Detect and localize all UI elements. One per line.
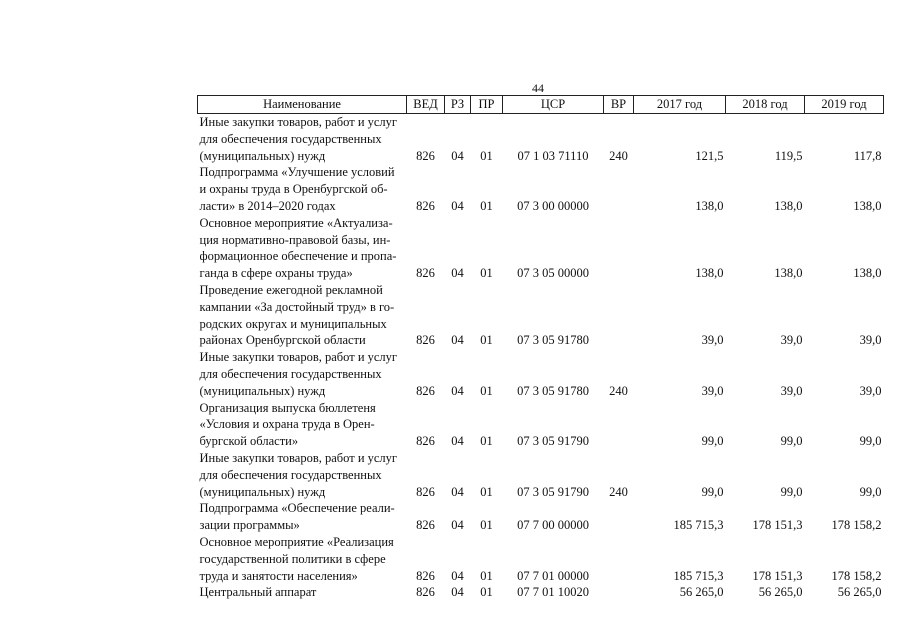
cell-2018: 99,0 [780, 484, 803, 499]
cell-rz: 04 [451, 266, 464, 281]
table-row [198, 400, 884, 450]
cell-ved: 826 [416, 198, 435, 213]
cell-2017: 185 715,3 [673, 568, 724, 583]
cell-name [198, 114, 407, 165]
cell-name-line: формационное обеспечение и пропа- [199, 249, 397, 264]
cell-2018: 138,0 [774, 266, 803, 281]
cell-ved: 826 [416, 434, 435, 449]
cell-name-line: «Условия и охрана труда в Орен- [199, 417, 375, 432]
table-row [198, 450, 884, 500]
cell-name [198, 400, 407, 450]
cell-2018: 138,0 [774, 198, 803, 213]
cell-rz: 04 [451, 333, 464, 348]
table-row [198, 349, 884, 399]
cell-2019: 39,0 [859, 383, 882, 398]
cell-name-line: труда и занятости населения» [199, 568, 358, 583]
cell-name-line: Основное мероприятие «Актуализа- [199, 215, 393, 230]
cell-ved: 826 [416, 568, 435, 583]
cell-2019: 56 265,0 [837, 585, 882, 600]
cell-name-line: Иные закупки товаров, работ и услуг [199, 450, 398, 465]
cell-rz: 04 [451, 585, 464, 600]
cell-2017: 138,0 [695, 266, 724, 281]
cell-name [198, 450, 407, 500]
cell-pr: 01 [480, 568, 493, 583]
cell-rz: 04 [451, 198, 464, 213]
cell-name-line: Проведение ежегодной рекламной [199, 282, 383, 297]
cell-2018: 39,0 [780, 383, 803, 398]
cell-2019: 138,0 [853, 198, 882, 213]
cell-rz: 04 [451, 148, 464, 163]
cell-vr: 240 [609, 484, 628, 499]
cell-name-line: Основное мероприятие «Реализация [199, 534, 394, 549]
cell-2017: 185 715,3 [673, 518, 724, 533]
cell-vr [604, 584, 634, 601]
table-row [198, 282, 884, 349]
cell-2019: 99,0 [859, 484, 882, 499]
cell-csr: 07 3 05 91780 [517, 383, 589, 398]
cell-vr [604, 400, 634, 450]
header-pr: ПР [471, 96, 503, 114]
cell-vr [604, 282, 634, 349]
budget-table [197, 95, 884, 601]
cell-name [198, 282, 407, 349]
cell-name-line: кампании «За достойный труд» в го- [199, 299, 395, 314]
cell-name [198, 584, 407, 601]
cell-2017: 56 265,0 [679, 585, 724, 600]
cell-name-line: для обеспечения государственных [199, 366, 382, 381]
cell-name [198, 349, 407, 399]
cell-name [198, 534, 407, 584]
cell-pr: 01 [480, 434, 493, 449]
cell-pr: 01 [480, 585, 493, 600]
table-row [198, 584, 884, 601]
cell-name-line: родских округах и муниципальных [199, 316, 387, 331]
cell-vr: 240 [609, 383, 628, 398]
cell-2018: 178 151,3 [752, 518, 803, 533]
cell-name-line: государственной политики в сфере [199, 551, 386, 566]
cell-name-line: районах Оренбургской области [199, 333, 366, 348]
cell-csr: 07 3 05 91780 [517, 333, 589, 348]
cell-name-line: Организация выпуска бюллетеня [199, 400, 376, 415]
cell-name-line: (муниципальных) нужд [199, 148, 326, 163]
cell-name-line: Подпрограмма «Улучшение условий [199, 165, 395, 180]
cell-2018: 119,5 [774, 148, 803, 163]
cell-name-line: Иные закупки товаров, работ и услуг [199, 350, 398, 365]
header-rz: РЗ [445, 96, 471, 114]
table-row [198, 114, 884, 165]
cell-2017: 138,0 [695, 198, 724, 213]
cell-ved: 826 [416, 585, 435, 600]
cell-ved: 826 [416, 518, 435, 533]
cell-ved: 826 [416, 333, 435, 348]
cell-csr: 07 3 05 91790 [517, 484, 589, 499]
cell-2019: 117,8 [853, 148, 882, 163]
cell-ved: 826 [416, 266, 435, 281]
cell-2019: 99,0 [859, 434, 882, 449]
cell-vr [604, 500, 634, 534]
header-2019: 2019 год [805, 96, 884, 114]
cell-name [198, 500, 407, 534]
cell-name-line: зации программы» [199, 518, 300, 533]
cell-2017: 121,5 [695, 148, 724, 163]
cell-csr: 07 7 00 00000 [517, 518, 589, 533]
header-2017: 2017 год [634, 96, 726, 114]
cell-2019: 178 158,2 [831, 518, 882, 533]
cell-name-line: Подпрограмма «Обеспечение реали- [199, 501, 395, 516]
table-header [198, 96, 884, 114]
cell-2017: 39,0 [701, 383, 724, 398]
cell-name-line: ласти» в 2014–2020 годах [199, 198, 336, 213]
cell-ved: 826 [416, 484, 435, 499]
header-csr: ЦСР [503, 96, 604, 114]
cell-2018: 56 265,0 [758, 585, 803, 600]
header-vr: ВР [604, 96, 634, 114]
cell-pr: 01 [480, 333, 493, 348]
cell-vr [604, 534, 634, 584]
cell-rz: 04 [451, 434, 464, 449]
cell-rz: 04 [451, 518, 464, 533]
page-number: 44 [532, 81, 544, 95]
cell-2019: 39,0 [859, 333, 882, 348]
table-row [198, 500, 884, 534]
cell-2018: 99,0 [780, 434, 803, 449]
cell-rz: 04 [451, 568, 464, 583]
cell-vr [604, 164, 634, 214]
cell-ved: 826 [416, 383, 435, 398]
table-row [198, 534, 884, 584]
cell-name-line: ция нормативно-правовой базы, ин- [199, 232, 391, 247]
cell-2019: 178 158,2 [831, 568, 882, 583]
cell-pr: 01 [480, 383, 493, 398]
cell-name-line: Иные закупки товаров, работ и услуг [199, 115, 398, 129]
cell-vr: 240 [609, 148, 628, 163]
cell-rz: 04 [451, 484, 464, 499]
cell-2018: 178 151,3 [752, 568, 803, 583]
cell-name-line: бургской области» [199, 434, 299, 449]
table-row [198, 164, 884, 214]
header-ved: ВЕД [407, 96, 445, 114]
table-row [198, 215, 884, 282]
cell-pr: 01 [480, 484, 493, 499]
cell-name-line: (муниципальных) нужд [199, 484, 326, 499]
cell-name-line: для обеспечения государственных [199, 467, 382, 482]
header-2018: 2018 год [726, 96, 805, 114]
cell-2017: 39,0 [701, 333, 724, 348]
cell-2019: 138,0 [853, 266, 882, 281]
cell-name-line: и охраны труда в Оренбургской об- [199, 182, 388, 197]
cell-ved: 826 [416, 148, 435, 163]
header-name: Наименование [198, 96, 407, 114]
cell-csr: 07 7 01 00000 [517, 568, 589, 583]
cell-name [198, 164, 407, 214]
cell-name [198, 215, 407, 282]
cell-pr: 01 [480, 266, 493, 281]
cell-rz: 04 [451, 383, 464, 398]
cell-vr [604, 215, 634, 282]
cell-csr: 07 1 03 71110 [517, 148, 589, 163]
cell-2017: 99,0 [701, 484, 724, 499]
cell-csr: 07 3 00 00000 [517, 198, 589, 213]
cell-pr: 01 [480, 198, 493, 213]
cell-2018: 39,0 [780, 333, 803, 348]
table-body [198, 114, 884, 602]
cell-csr: 07 7 01 10020 [517, 585, 589, 600]
cell-name-line: ганда в сфере охраны труда» [199, 266, 353, 281]
cell-pr: 01 [480, 518, 493, 533]
cell-csr: 07 3 05 00000 [517, 266, 589, 281]
cell-name-line: для обеспечения государственных [199, 131, 382, 146]
cell-pr: 01 [480, 148, 493, 163]
cell-csr: 07 3 05 91790 [517, 434, 589, 449]
cell-name-line: Центральный аппарат [199, 585, 317, 600]
cell-2017: 99,0 [701, 434, 724, 449]
cell-name-line: (муниципальных) нужд [199, 383, 326, 398]
